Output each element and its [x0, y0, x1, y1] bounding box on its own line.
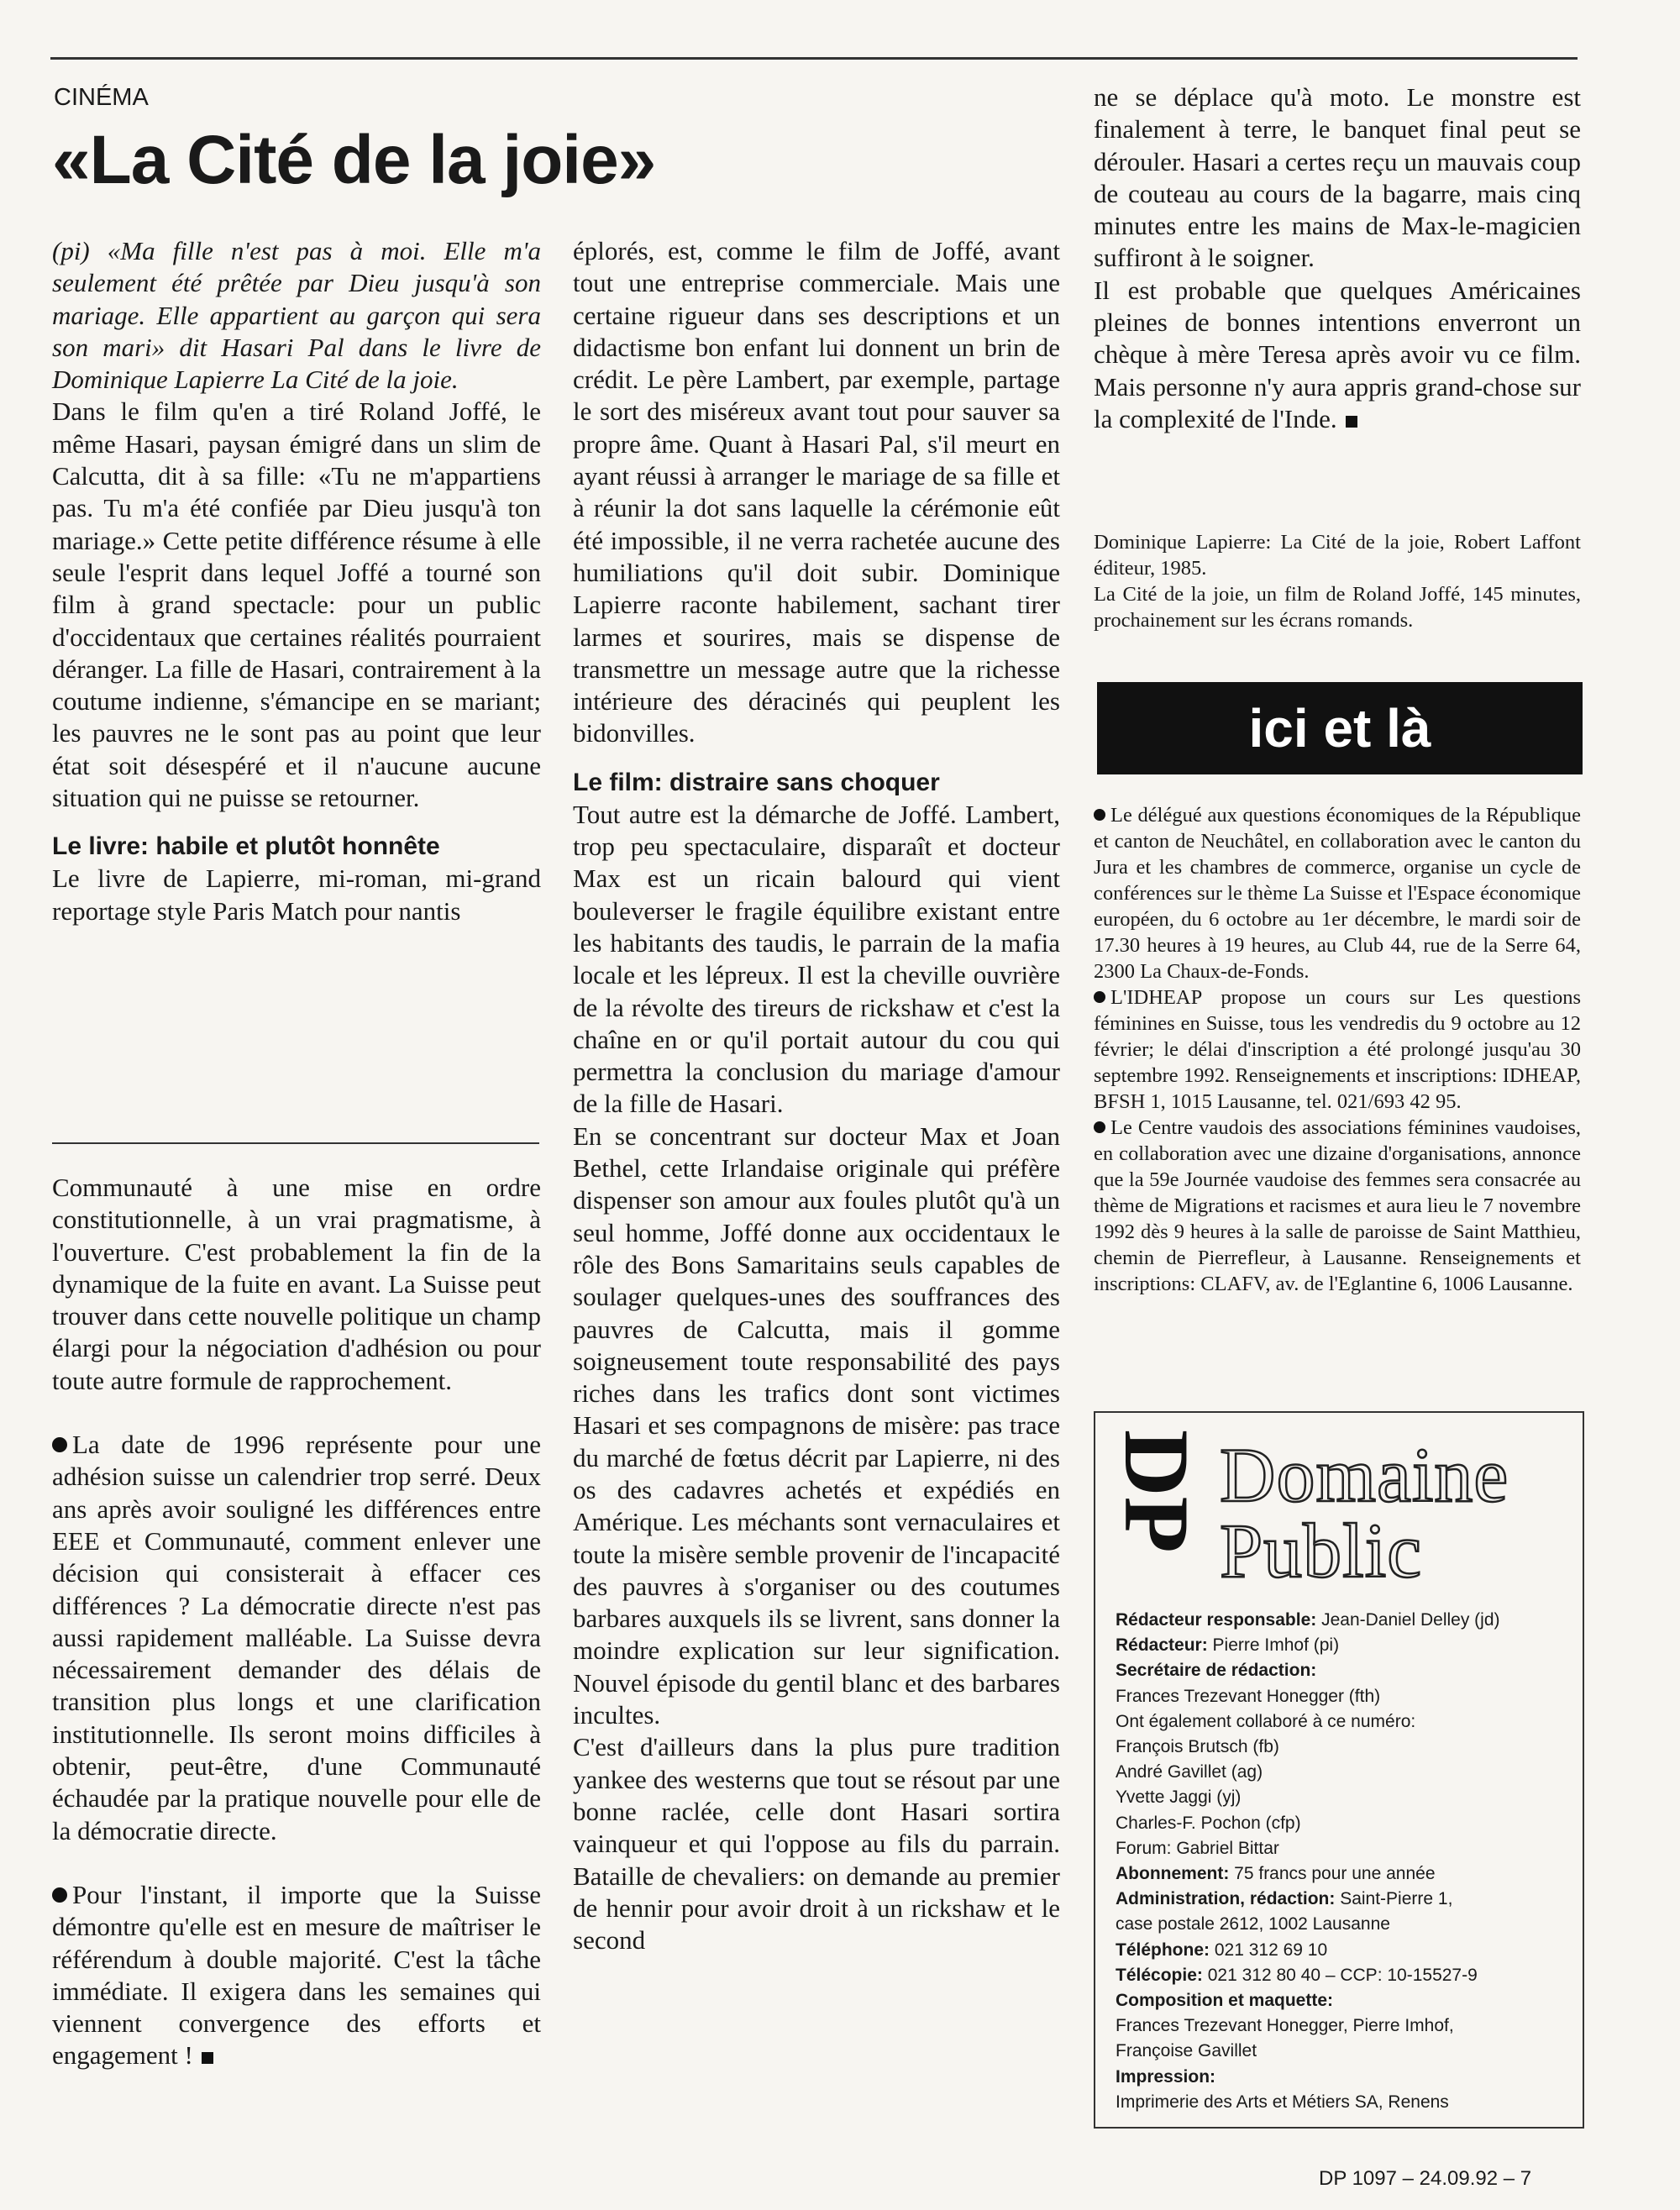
staff-line — [1116, 1988, 1573, 2013]
bullet-icon — [1094, 809, 1105, 821]
page-footer: DP 1097 – 24.09.92 – 7 — [1319, 2167, 1532, 2190]
staff-value: Jean-Daniel Delley (jd) — [1316, 1610, 1500, 1630]
staff-line — [1116, 1938, 1573, 1963]
notice-item: L'IDHEAP propose un cours sur Les questions féminines en Suisse, tous les vendredis du 9 octobre au 12 février; le délai d'inscription a été prolongé jusqu'au 30 septembre 1992. Renseignements et inscriptions: IDHEAP, BFSH 1, 1015 Lausanne, tel. 021/693 42 95. — [1094, 986, 1581, 1113]
previous-article-paragraph: Communauté à une mise en ordre constitutionnelle, à un vrai pragmatisme, à l'ouverture. C'est probablement la fin de la dynamique de la fuite en avant. La Suisse peut trouver dans cette nouvelle politique un champ élargi pour la négociation d'adhésion ou pour toute autre formule de rapprochement. — [52, 1173, 541, 1395]
staff-line — [1116, 2090, 1573, 2115]
staff-line — [1116, 2039, 1573, 2064]
reference-book: Dominique Lapierre: La Cité de la joie, Robert Laffont éditeur, 1985. — [1094, 531, 1581, 580]
notice-item: Le Centre vaudois des associations féminines vaudoises, en collaboration avec une dizaine d'organisations, annonce que la 59e Journée vaudoise des femmes sera consacrée au thème de Migrations et racismes et aura lieu le 7 novembre 1992 dès 9 heures à la salle de paroisse de Saint Matthieu, chemin de Pierrefleur, à Lausanne. Renseignements et inscriptions: CLAFV, av. de l'Eglantine 6, 1006 Lausanne. — [1094, 1116, 1581, 1295]
staff-value: Frances Trezevant Honegger (fth) — [1116, 1686, 1381, 1706]
staff-value: Ont également collaboré à ce numéro: — [1116, 1711, 1416, 1731]
staff-line — [1116, 2013, 1573, 2039]
staff-line — [1116, 1735, 1573, 1760]
staff-value: 021 312 80 40 – CCP: 10-15527-9 — [1202, 1965, 1478, 1985]
staff-label: Secrétaire de rédaction: — [1116, 1661, 1317, 1681]
staff-value: Saint-Pierre 1, — [1335, 1889, 1453, 1909]
previous-article-bullet-paragraph: La date de 1996 représente pour une adhésion suisse un calendrier trop serré. Deux ans après avoir souligné les différences entre EEE et Communauté, comment enlever une décision qui consisterait à effacer ces différences ? La démocratie directe n'est pas aussi rapidement malléable. La Suisse devra nécessairement demander des délais de transition plus longs et une clarification institutionnelle. Ils seront moins difficiles à obtenir, peut-être, d'une Communauté échaudée par la pratique nouvelle pour elle de la démocratie directe. — [52, 1430, 541, 1845]
bullet-icon — [52, 1437, 67, 1452]
ici-et-la-items — [1094, 802, 1581, 1297]
bullet-icon — [1094, 991, 1105, 1003]
staff-label: Rédacteur: — [1116, 1635, 1208, 1656]
article-paragraph: ne se déplace qu'à moto. Le monstre est finalement à terre, le banquet final peut se dérouler. Hasari a certes reçu un mauvais coup de couteau au cours de la bagarre, mais cinq minutes entre les mains de Max-le-magicien suffiront à le soigner. — [1094, 82, 1581, 273]
bullet-icon — [1094, 1121, 1105, 1133]
article-paragraph: Le livre de Lapierre, mi-roman, mi-grand reportage style Paris Match pour nantis — [52, 864, 541, 926]
staff-value: Charles-F. Pochon (cfp) — [1116, 1813, 1301, 1833]
column-divider-rule — [52, 1142, 539, 1144]
staff-value: case postale 2612, 1002 Lausanne — [1116, 1914, 1390, 1934]
previous-article-column — [52, 1172, 541, 2072]
previous-article-bullet-paragraph: Pour l'instant, il importe que la Suisse démontre qu'elle est en mesure de maîtriser le référendum à double majorité. C'est la tâche immédiate. Il exigera dans les semaines qui viennent convergence des efforts et engagement ! — [52, 1879, 541, 2071]
references — [1094, 529, 1581, 633]
staff-line — [1116, 1684, 1573, 1709]
bullet-icon — [52, 1887, 67, 1903]
staff-label: Abonnement: — [1116, 1864, 1230, 1884]
staff-line — [1116, 1608, 1573, 1633]
staff-line — [1116, 1912, 1573, 1937]
section-label: CINÉMA — [54, 84, 149, 111]
staff-line — [1116, 1963, 1573, 1988]
ici-et-la-banner: ici et là — [1097, 682, 1583, 774]
staff-line — [1116, 1785, 1573, 1810]
article-paragraph: C'est d'ailleurs dans la plus pure tradition yankee des westerns que tout se résout par une bonne raclée, celle dont Hasari sortira vainqueur et qui l'oppose au fils du parrain. Bataille de chevaliers: on demande au premier de hennir pour avoir droit à un rickshaw et le second — [573, 1732, 1060, 1955]
article-title: «La Cité de la joie» — [52, 122, 656, 198]
staff-label: Impression: — [1116, 2066, 1216, 2087]
staff-value: Forum: Gabriel Bittar — [1116, 1838, 1279, 1858]
staff-value: Françoise Gavillet — [1116, 2041, 1257, 2061]
staff-line — [1116, 1760, 1573, 1785]
end-mark-icon — [1346, 416, 1357, 428]
article-column-2 — [573, 235, 1060, 1956]
staff-line — [1116, 2065, 1573, 2090]
domaine-logo: Domaine — [1220, 1432, 1509, 1518]
staff-line — [1116, 1709, 1573, 1735]
staff-value: Frances Trezevant Honegger, Pierre Imhof, — [1116, 2016, 1454, 2036]
staff-label: Rédacteur responsable: — [1116, 1610, 1317, 1630]
staff-line — [1116, 1658, 1573, 1683]
staff-line — [1116, 1836, 1573, 1861]
reference-film: La Cité de la joie, un film de Roland Joffé, 145 minutes, prochainement sur les écrans romands. — [1094, 583, 1581, 632]
staff-value: Imprimerie des Arts et Métiers SA, Renens — [1116, 2092, 1449, 2112]
staff-label: Téléphone: — [1116, 1940, 1210, 1960]
article-paragraph: En se concentrant sur docteur Max et Joan Bethel, cette Irlandaise originale qui préfère dispenser son amour aux foules plutôt qu'à un seul homme, Joffé donne aux occidentaux le rôle des Bons Samaritains seuls capables de soulager quelques-unes des souffrances des pauvres de Calcutta, mais il gomme soigneusement toute responsabilité des pays riches dans les trafics dont sont victimes Hasari et ses compagnons de misère: pas trace du marché de fœtus décrit par Lapierre, ni des os des cadavres achetés et expédiés en Amérique. Les méchants sont vernaculaires et toute la misère semble provenir de l'incapacité des pauvres à s'organiser ou des coutumes barbares auxquels ils se livrent, sans donner la moindre explication sur leur signification. Nouvel épisode du gentil blanc et des barbares incultes. — [573, 1121, 1060, 1730]
staff-label: Administration, rédaction: — [1116, 1889, 1336, 1909]
public-logo: Public — [1220, 1508, 1423, 1593]
staff-label: Composition et maquette: — [1116, 1991, 1334, 2011]
staff-value: André Gavillet (ag) — [1116, 1762, 1263, 1782]
staff-value: 021 312 69 10 — [1210, 1940, 1328, 1960]
staff-value: 75 francs pour une année — [1229, 1864, 1436, 1884]
staff-line — [1116, 1861, 1573, 1887]
subheading-livre: Le livre: habile et plutôt honnête — [52, 832, 440, 861]
dp-vertical-logo: DP — [1105, 1430, 1208, 1553]
staff-line — [1116, 1887, 1573, 1912]
staff-line — [1116, 1811, 1573, 1836]
end-mark-icon — [202, 2052, 213, 2064]
staff-value: François Brutsch (fb) — [1116, 1737, 1279, 1757]
staff-value: Yvette Jaggi (yj) — [1116, 1787, 1242, 1808]
notice-item: Le délégué aux questions économiques de la République et canton de Neuchâtel, en collaboration avec le canton du Jura et les chambres de commerce, organise un cycle de conférences sur le thème La Suisse et l'Espace économique européen, du 6 octobre au 1er décembre, le mardi soir de 17.30 heures à 19 heures, au Club 44, rue de la Serre 64, 2300 La Chaux-de-Fonds. — [1094, 804, 1581, 983]
staff-label: Télécopie: — [1116, 1965, 1203, 1985]
staff-value: Pierre Imhof (pi) — [1207, 1635, 1340, 1656]
article-paragraph: Tout autre est la démarche de Joffé. Lambert, trop peu spectaculaire, disparaît et docteur Max est un ricain balourd qui vient bouleverser le fragile équilibre existant entre les habitants des taudis, le parrain de la mafia locale et les lépreux. Il est la cheville ouvrière de la révolte des tireurs de rickshaw et c'est la chaîne en or qu'il portait autour du cou qui permettra la conclusion du mariage d'amour de la fille de Hasari. — [573, 799, 1060, 1119]
masthead-box — [1094, 1411, 1584, 2129]
intro-paragraph: (pi) «Ma fille n'est pas à moi. Elle m'a seulement été prêtée par Dieu jusqu'à son mariage. Elle appartient au garçon qui sera son mari» dit Hasari Pal dans le livre de Dominique Lapierre La Cité de la joie. — [52, 236, 541, 395]
article-paragraph: éplorés, est, comme le film de Joffé, avant tout une entreprise commerciale. Mais une certaine rigueur dans ses descriptions et un didactisme bon enfant lui donnent un brin de crédit. Le père Lambert, par exemple, partage le sort des miséreux avant tout pour sauver sa propre âme. Quant à Hasari Pal, s'il meurt en ayant réussi à arranger le mariage de sa fille et à réunir la dot sans laquelle la cérémonie eût été impossible, il ne verra rachetée aucune des humiliations qu'il doit subir. Dominique Lapierre raconte habilement, sachant tirer larmes et sourires, mais se dispense de transmettre un message autre que la richesse intérieure des déracinés qui peuplent les bidonvilles. — [573, 236, 1060, 748]
subheading-film: Le film: distraire sans choquer — [573, 768, 940, 796]
article-paragraph: Il est probable que quelques Américaines pleines de bonnes intentions enverront un chèque à mère Teresa après avoir vu ce film. Mais personne n'y aura appris grand-chose sur la complexité de l'Inde. — [1094, 275, 1581, 433]
article-paragraph: Dans le film qu'en a tiré Roland Joffé, le même Hasari, paysan émigré dans un slim de Calcutta, dit à sa fille: «Tu ne m'appartiens pas. Tu m'a été confiée par Dieu jusqu'à ton mariage.» Cette petite différence résume à elle seule l'esprit dans lequel Joffé a tourné son film à grand spectacle: pour un public d'occidentaux que certaines réalités pourraient déranger. La fille de Hasari, contrairement à la coutume indienne, s'émancipe en se mariant; les pauvres ne le sont pas au point que leur état soit désespéré et il n'aucune aucune situation qui ne puisse se retourner. — [52, 396, 541, 813]
top-rule — [50, 57, 1578, 60]
article-column-3 — [1094, 81, 1581, 435]
article-column-1 — [52, 235, 541, 927]
staff-line — [1116, 1633, 1573, 1658]
staff-list — [1116, 1608, 1573, 2115]
